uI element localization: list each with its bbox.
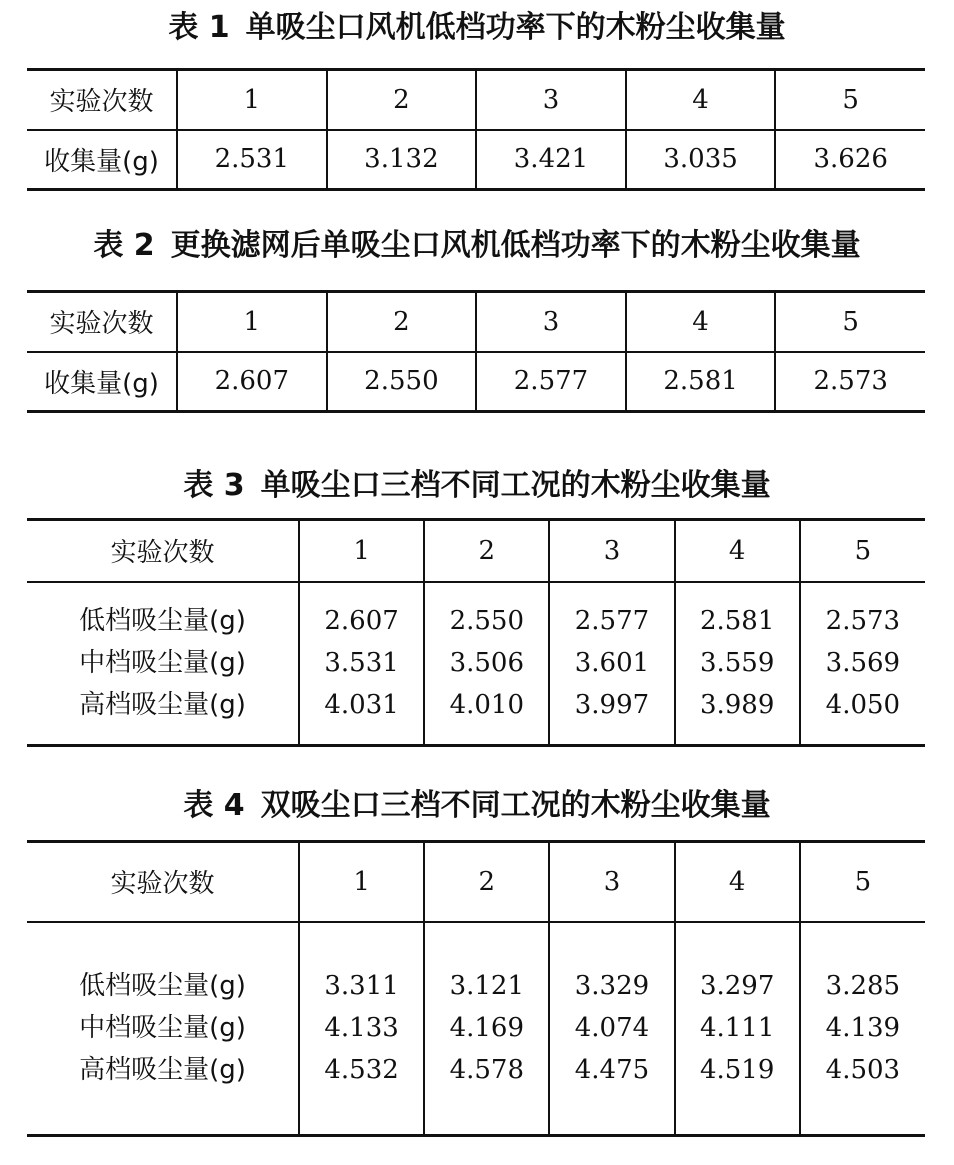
value-cell: 4.139 <box>825 1013 901 1044</box>
header-cell: 1 <box>177 292 327 352</box>
value-column <box>424 582 549 746</box>
table-4 <box>27 840 925 1137</box>
value-cell: 4.169 <box>449 1013 524 1044</box>
value-cell: 3.121 <box>449 971 524 1002</box>
header-cell: 1 <box>299 520 424 582</box>
value-cell: 3.132 <box>327 130 477 190</box>
value-cell: 4.133 <box>324 1013 399 1044</box>
value-cell: 4.074 <box>574 1013 650 1044</box>
value-column <box>549 922 674 1136</box>
value-cell: 3.989 <box>699 690 775 721</box>
value-cell: 4.475 <box>574 1055 650 1086</box>
header-cell: 2 <box>327 292 477 352</box>
value-cell: 3.311 <box>324 971 399 1002</box>
header-cell: 4 <box>626 292 776 352</box>
table-header-row <box>27 842 925 922</box>
row-label-low: 低档吸尘量(g) <box>79 971 246 1002</box>
header-cell: 实验次数 <box>27 842 299 922</box>
header-cell: 1 <box>177 70 327 130</box>
table-header-row <box>27 70 925 130</box>
value-column <box>299 922 424 1136</box>
value-column <box>800 922 925 1136</box>
value-cell: 4.031 <box>324 690 399 721</box>
table-row <box>27 582 925 746</box>
header-cell: 实验次数 <box>27 292 177 352</box>
header-cell: 4 <box>675 842 800 922</box>
value-cell: 3.285 <box>825 971 901 1002</box>
row-label: 收集量(g) <box>44 146 159 177</box>
header-cell: 3 <box>549 842 674 922</box>
header-cell: 3 <box>549 520 674 582</box>
table-1 <box>27 68 925 191</box>
value-cell: 4.532 <box>324 1055 399 1086</box>
header-cell: 5 <box>775 70 925 130</box>
table-4-caption: 表 4 双吸尘口三档不同工况的木粉尘收集量 <box>183 788 771 823</box>
table-3-caption: 表 3 单吸尘口三档不同工况的木粉尘收集量 <box>183 468 771 503</box>
header-cell: 1 <box>299 842 424 922</box>
table-row <box>27 130 925 190</box>
header-cell: 3 <box>476 70 626 130</box>
row-label-high: 高档吸尘量(g) <box>79 690 246 721</box>
row-labels <box>27 922 299 1136</box>
row-label: 收集量(g) <box>44 368 159 399</box>
value-cell: 3.569 <box>825 648 901 679</box>
header-cell: 实验次数 <box>27 70 177 130</box>
header-cell: 5 <box>800 842 925 922</box>
value-cell: 3.997 <box>574 690 650 721</box>
table-3 <box>27 518 925 747</box>
header-cell: 2 <box>327 70 477 130</box>
value-cell: 4.010 <box>449 690 524 721</box>
value-cell: 2.581 <box>626 352 776 412</box>
header-cell: 5 <box>800 520 925 582</box>
header-cell: 实验次数 <box>27 520 299 582</box>
value-cell: 2.550 <box>449 606 524 637</box>
value-cell: 4.503 <box>825 1055 901 1086</box>
value-cell: 3.329 <box>574 971 650 1002</box>
value-cell: 3.421 <box>476 130 626 190</box>
value-cell: 2.607 <box>177 352 327 412</box>
value-cell: 3.559 <box>699 648 775 679</box>
value-column <box>299 582 424 746</box>
value-cell: 2.531 <box>177 130 327 190</box>
value-cell: 4.050 <box>825 690 901 721</box>
row-label-mid: 中档吸尘量(g) <box>79 1013 246 1044</box>
value-cell: 2.573 <box>825 606 901 637</box>
header-cell: 2 <box>424 842 549 922</box>
header-cell: 5 <box>775 292 925 352</box>
value-cell: 2.577 <box>476 352 626 412</box>
value-cell: 3.531 <box>324 648 399 679</box>
value-column <box>675 582 800 746</box>
value-cell: 2.573 <box>775 352 925 412</box>
header-cell: 4 <box>626 70 776 130</box>
value-cell: 4.578 <box>449 1055 524 1086</box>
value-cell: 2.607 <box>324 606 399 637</box>
value-column <box>424 922 549 1136</box>
table-header-row <box>27 292 925 352</box>
table-1-caption: 表 1 单吸尘口风机低档功率下的木粉尘收集量 <box>168 10 786 45</box>
value-cell: 2.577 <box>574 606 650 637</box>
value-cell: 2.550 <box>327 352 477 412</box>
value-column <box>675 922 800 1136</box>
table-header-row <box>27 520 925 582</box>
table-row <box>27 352 925 412</box>
value-column <box>549 582 674 746</box>
value-cell: 4.111 <box>699 1013 775 1044</box>
value-cell: 3.297 <box>699 971 775 1002</box>
header-cell: 3 <box>476 292 626 352</box>
row-label-low: 低档吸尘量(g) <box>79 606 246 637</box>
value-cell: 3.626 <box>775 130 925 190</box>
header-cell: 4 <box>675 520 800 582</box>
row-label-high: 高档吸尘量(g) <box>79 1055 246 1086</box>
table-2 <box>27 290 925 413</box>
table-2-caption: 表 2 更换滤网后单吸尘口风机低档功率下的木粉尘收集量 <box>93 228 861 263</box>
table-row <box>27 922 925 1136</box>
value-cell: 2.581 <box>699 606 775 637</box>
value-cell: 3.601 <box>574 648 650 679</box>
row-label-mid: 中档吸尘量(g) <box>79 648 246 679</box>
row-labels <box>27 582 299 746</box>
header-cell: 2 <box>424 520 549 582</box>
value-column <box>800 582 925 746</box>
value-cell: 3.506 <box>449 648 524 679</box>
value-cell: 3.035 <box>626 130 776 190</box>
value-cell: 4.519 <box>699 1055 775 1086</box>
